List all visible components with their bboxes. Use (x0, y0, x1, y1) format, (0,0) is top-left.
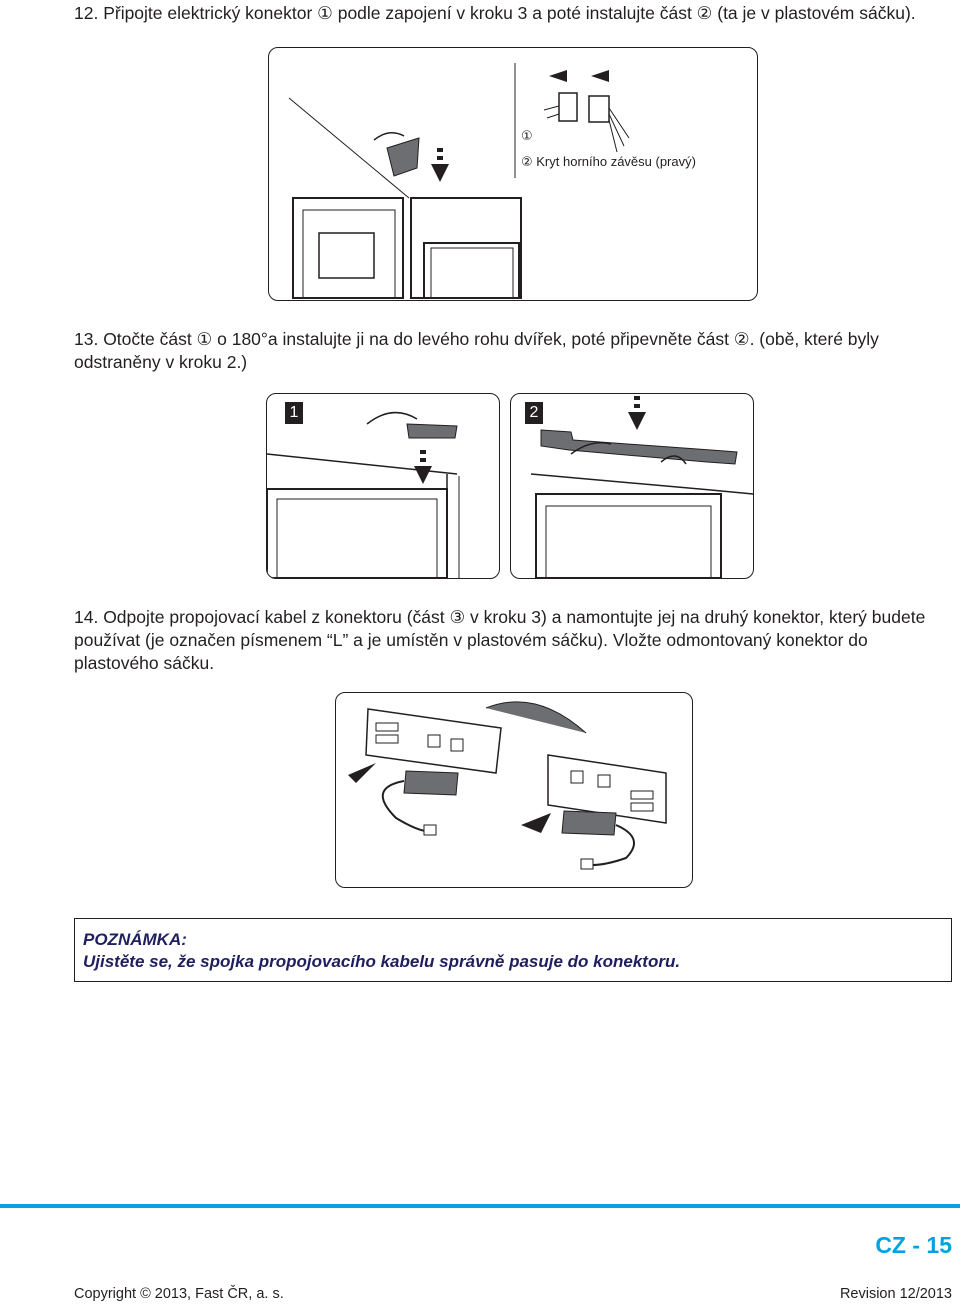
connector-swap-illustration (336, 693, 692, 887)
top-cover-illustration (511, 394, 753, 578)
step-12-text: 12. Připojte elektrický konektor ① podle zapojení v kroku 3 a poté instalujte část ② (ta je v plastovém sáčku). (74, 3, 916, 23)
step-14-text: 14. Odpojte propojovací kabel z konektoru (část ③ v kroku 3) a namontujte jej na druhý konektor, který budete používat (je označen písmenem “L” a je umístěn v plastovém sáčku). Vložte odmontovaný konektor do plastového sáčku. (74, 607, 926, 673)
figure-step-12 (268, 47, 758, 301)
figure-step-13-panel-2 (510, 393, 754, 579)
note-body: Ujistěte se, že spojka propojovacího kabelu správně pasuje do konektoru. (83, 952, 681, 971)
footer-rule (0, 1204, 960, 1208)
figure-label-part-2: ② Kryt horního závěsu (pravý) (521, 154, 696, 169)
figure-step-13-panel-1 (266, 393, 500, 579)
page-number: CZ - 15 (875, 1232, 952, 1258)
revision: Revision 12/2013 (839, 1286, 952, 1302)
note-title: POZNÁMKA: (83, 930, 187, 949)
rotate-part-illustration (267, 394, 499, 578)
panel-badge-2: 2 (525, 402, 543, 424)
figure-label-part-1: ① (521, 128, 533, 143)
note-box (74, 918, 952, 982)
copyright: Copyright © 2013, Fast ČR, a. s. (74, 1286, 284, 1302)
step-13-text: 13. Otočte část ① o 180°a instalujte ji na do levého rohu dvířek, poté připevněte část ②. (obě, které byly odstraněny v kroku 2.) (74, 329, 879, 372)
hinge-cover-illustration (269, 48, 757, 300)
figure-step-14 (335, 692, 693, 888)
panel-badge-1: 1 (285, 402, 303, 424)
